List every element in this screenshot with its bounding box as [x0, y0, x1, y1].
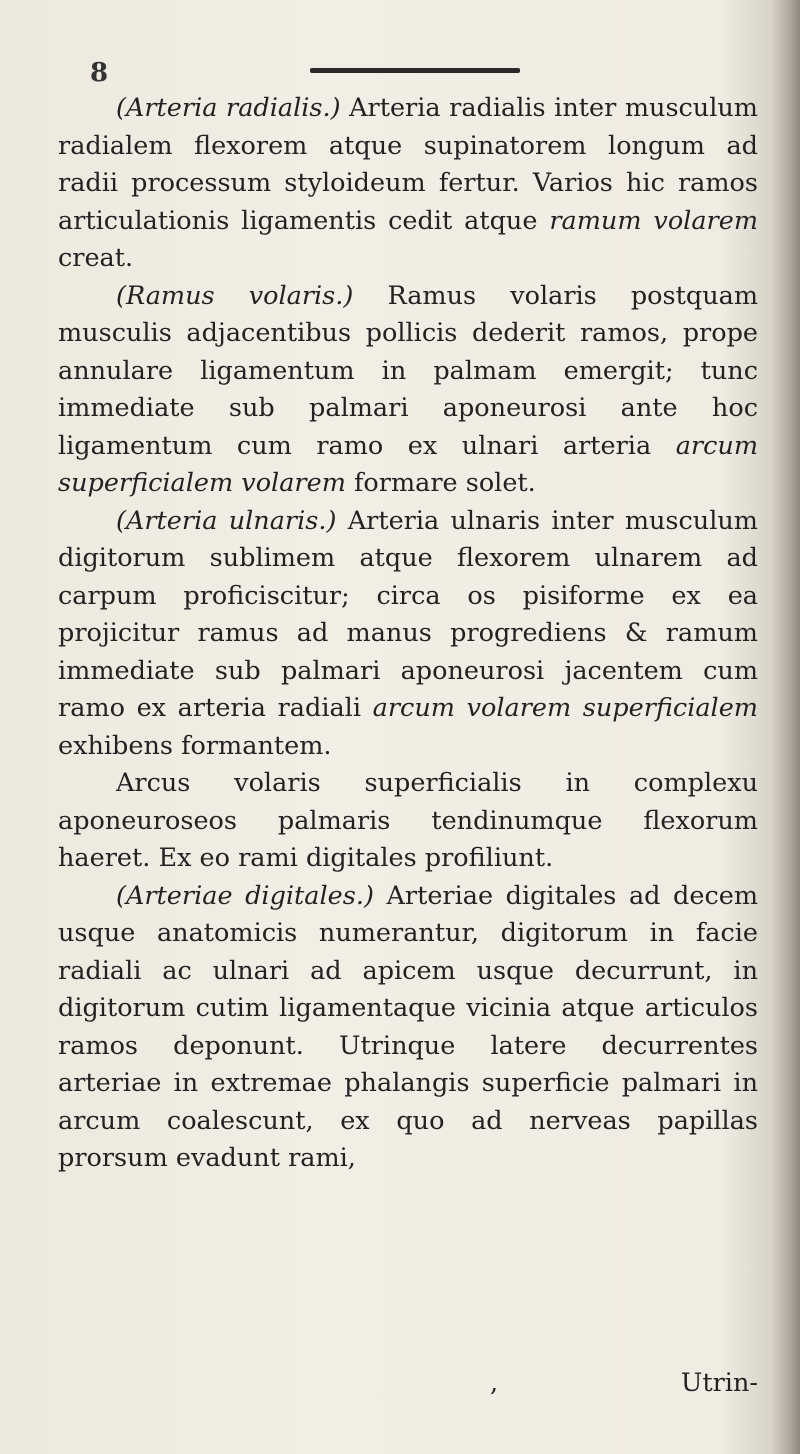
italic-term: ramum volarem: [549, 205, 759, 236]
paragraph-arteria-radialis: [58, 90, 758, 278]
section-heading: (Arteria ulnaris.): [116, 505, 337, 536]
section-heading: (Arteriae digitales.): [116, 880, 374, 911]
page-edge-shadow: [772, 0, 800, 1454]
paragraph-text: Ramus volaris postquam musculis adjacentibus pollicis dederit ramos, prope annulare ligamentum in palmam emergit; tunc immediate sub palmari aponeurosi ante hoc ligamentum cum ramo ex ulnari arteria: [58, 280, 758, 461]
paragraph-arcus-volaris: [58, 765, 758, 878]
paragraph-arteriae-digitales: [58, 878, 758, 1178]
paragraph-tail: formare solet.: [353, 468, 536, 498]
paragraph-arteria-ulnaris: [58, 503, 758, 766]
paragraph-ramus-volaris: [58, 278, 758, 503]
catchword: Utrin-: [680, 1368, 758, 1398]
paragraph-tail: creat.: [58, 243, 134, 273]
italic-term: arcum volarem superficialem: [372, 693, 758, 723]
page-number: 8: [90, 58, 109, 88]
body-text: [58, 90, 758, 1178]
header-rule: [310, 68, 520, 73]
section-heading: (Arteria radialis.): [116, 93, 341, 123]
paragraph-text: Arteriae digitales ad decem usque anatomicis numerantur, digitorum in facie radiali ac ulnari ad apicem usque decurrunt, in digitorum cutim ligamentaque vicinia atque articulos ramos deponunt. Utrinque latere decurrentes arteriae in extremae phalangis superficie palmari in arcum coalescunt, ex quo ad nerveas papillas prorsum evadunt rami,: [58, 880, 759, 1173]
paragraph-tail: exhibens formantem.: [58, 730, 332, 761]
paragraph-text: Arteria ulnaris inter musculum digitorum sublimem atque flexorem ulnarem ad carpum proficiscitur; circa os pisiforme ex ea projicitur ramus ad manus progrediens & ramum immediate sub palmari aponeurosi jacentem cum ramo ex arteria radiali: [58, 505, 758, 723]
catch-dot: ,: [490, 1368, 499, 1398]
paragraph-text: Arcus volaris superficialis in complexu aponeuroseos palmaris tendinumque flexorum haeret. Ex eo rami digitales profiliunt.: [58, 768, 758, 873]
italic-term: arcum superficialem volarem: [58, 430, 758, 498]
paragraph-text: Arteria radialis inter musculum radialem flexorem atque supinatorem longum ad radii processum styloideum fertur. Varios hic ramos articulationis ligamentis cedit atque: [58, 93, 758, 236]
section-heading: (Ramus volaris.): [116, 280, 354, 311]
